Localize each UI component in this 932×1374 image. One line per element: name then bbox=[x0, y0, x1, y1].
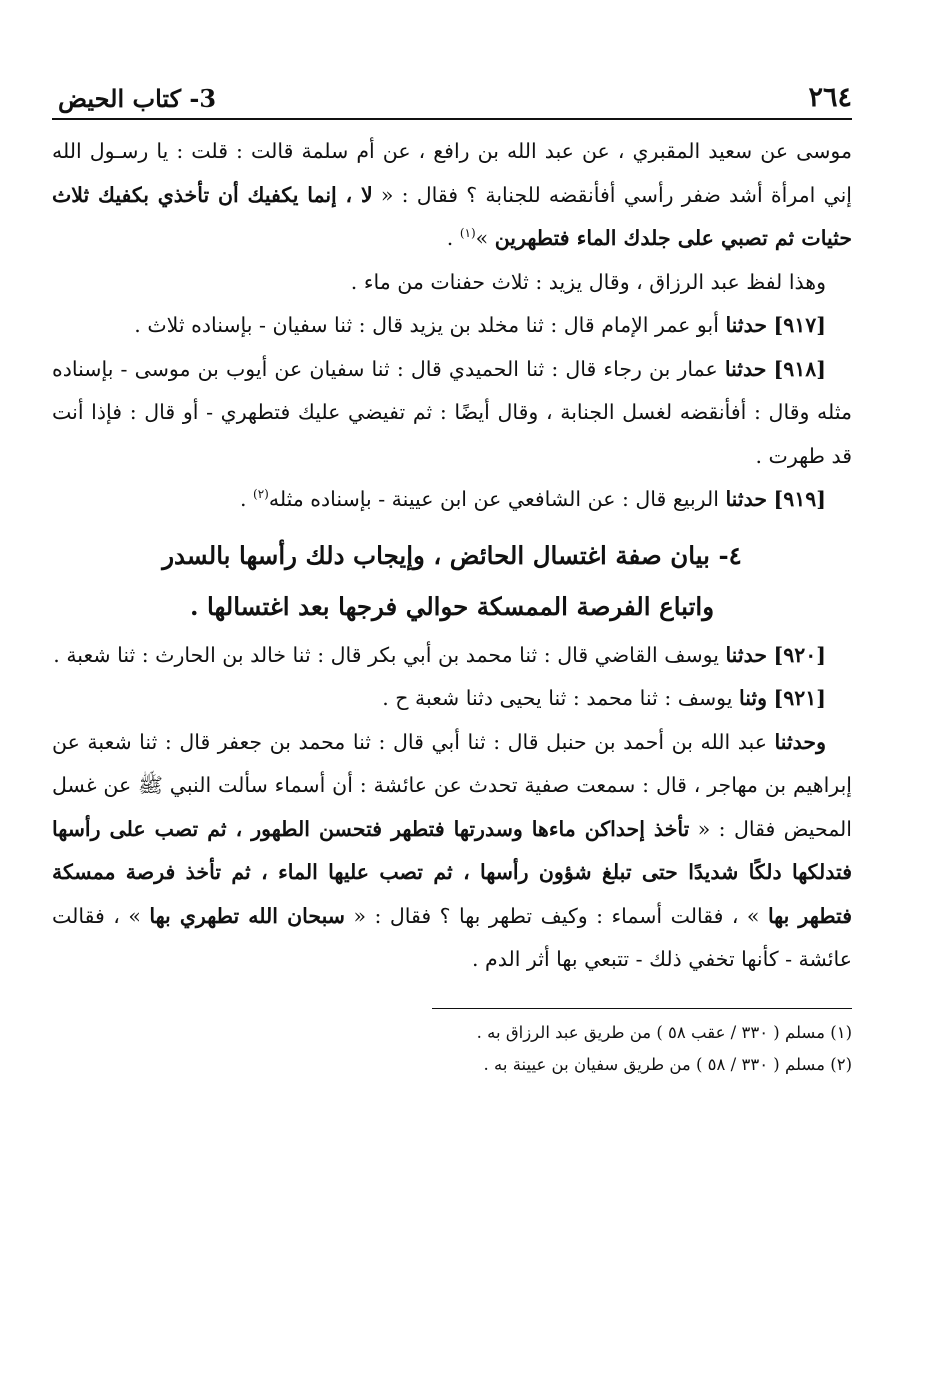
hadith-922 bbox=[52, 721, 852, 982]
hadith-921 bbox=[52, 677, 852, 721]
hadith-lead: حدثنا bbox=[725, 313, 768, 337]
hadith-920 bbox=[52, 634, 852, 678]
hadith-text: أبو عمر الإمام قال : ثنا مخلد بن يزيد قال : ثنا سفيان - بإسناده ثلاث . bbox=[134, 313, 726, 337]
hadith-text: عمار بن رجاء قال : ثنا الحميدي قال : ثنا سفيان عن أيوب بن موسى - بإسناده مثله وقال : أفأنقضه لغسل الجنابة ، وقال أيضًا : ثم تفيضي عليك فتطهري - أو قال : فإذا أنت قد طهرت . bbox=[52, 356, 852, 468]
hadith-text: الربيع قال : عن الشافعي عن ابن عيينة - بإسناده مثله bbox=[268, 487, 726, 511]
page-number: ٢٦٤ bbox=[808, 82, 852, 113]
book-page bbox=[52, 78, 852, 1081]
hadith-number: [٩١٨] bbox=[773, 356, 826, 381]
hadith-lead: حدثنا bbox=[725, 642, 768, 667]
hadith-number: [٩١٧] bbox=[773, 313, 826, 337]
section-heading-line-1: ٤- بيان صفة اغتسال الحائض ، وإيجاب دلك رأسها بالسدر bbox=[162, 540, 742, 570]
paragraph-hadith-continuation bbox=[52, 130, 852, 261]
prophetic-quote: تأخذ إحداكن ماءها وسدرتها فتطهر فتحسن الطهور ، ثم تصب على رأسها فتدلكها دلكًا شديدًا حتى تبلغ شؤون رأسها ، ثم تصب عليها الماء ، ثم تأخذ فرصة ممسكة فتطهر بها bbox=[52, 816, 852, 928]
page-body bbox=[52, 130, 852, 982]
prophetic-quote: لا ، إنما يكفيك أن تأخذي بكفيك ثلاث حثيات ثم تصبي على جلدك الماء فتطهرين bbox=[52, 182, 852, 250]
hadith-917 bbox=[52, 304, 852, 348]
hadith-number: [٩٢٠] bbox=[773, 642, 826, 667]
hadith-lead: وثنا bbox=[738, 686, 768, 710]
footnote-ref-1: (١) bbox=[459, 226, 476, 241]
hadith-text: عبد الله بن أحمد بن حنبل قال : ثنا أبي قال : ثنا محمد بن جعفر قال : ثنا شعبة عن إبراهيم بن مهاجر ، قال : سمعت صفية تحدث عن عائشة : أن أسماء سألت النبي ﷺ عن غسل المحيض فقال : « bbox=[52, 729, 852, 841]
hadith-text: » ، فقالت أسماء : وكيف تطهر بها ؟ فقال : « bbox=[344, 903, 768, 928]
paragraph-end: . bbox=[446, 226, 460, 250]
hadith-lead: وحدثنا bbox=[774, 729, 826, 754]
hadith-919 bbox=[52, 478, 852, 522]
footnote-ref-2: (٢) bbox=[253, 487, 269, 502]
page-header bbox=[52, 78, 852, 120]
section-heading-line-2: واتباع الفرصة الممسكة حوالي فرجها بعد اغتسالها . bbox=[189, 591, 715, 621]
hadith-number: [٩١٩] bbox=[773, 487, 826, 511]
quote-close: » bbox=[475, 226, 495, 250]
paragraph-note: وهذا لفظ عبد الرزاق ، وقال يزيد : ثلاث حفنات من ماء . bbox=[350, 269, 826, 294]
hadith-918 bbox=[52, 348, 852, 479]
hadith-end: . bbox=[239, 487, 253, 511]
hadith-lead: حدثنا bbox=[724, 356, 767, 381]
hadith-text: » ، فقالت عائشة - كأنها تخفي ذلك - تتبعي بها أثر الدم . bbox=[52, 903, 852, 971]
chapter-title: 3- كتاب الحيض bbox=[58, 84, 217, 113]
footnote-divider bbox=[432, 1008, 852, 1009]
paragraph-text: موسى عن سعيد المقبري ، عن عبد الله بن رافع ، عن أم سلمة قالت : قلت : يا رسـول الله إني امرأة أشد ضفر رأسي أفأنقضه للجنابة ؟ فقال : « bbox=[52, 139, 852, 207]
prophetic-quote: سبحان الله تطهري بها bbox=[149, 903, 345, 928]
footnotes bbox=[52, 1017, 852, 1081]
section-heading bbox=[52, 530, 852, 632]
hadith-lead: حدثنا bbox=[725, 487, 768, 511]
hadith-text: يوسف القاضي قال : ثنا محمد بن أبي بكر قال : ثنا خالد بن الحارث : ثنا شعبة . bbox=[53, 642, 726, 667]
footnote-2: (٢) مسلم ( ٣٣٠ / ٥٨ ) من طريق سفيان بن عيينة به . bbox=[483, 1054, 852, 1074]
hadith-number: [٩٢١] bbox=[773, 686, 826, 710]
hadith-text: يوسف : ثنا محمد : ثنا يحيى دثنا شعبة ح . bbox=[382, 686, 739, 710]
footnote-1: (١) مسلم ( ٣٣٠ / عقب ٥٨ ) من طريق عبد الرزاق به . bbox=[476, 1022, 852, 1042]
